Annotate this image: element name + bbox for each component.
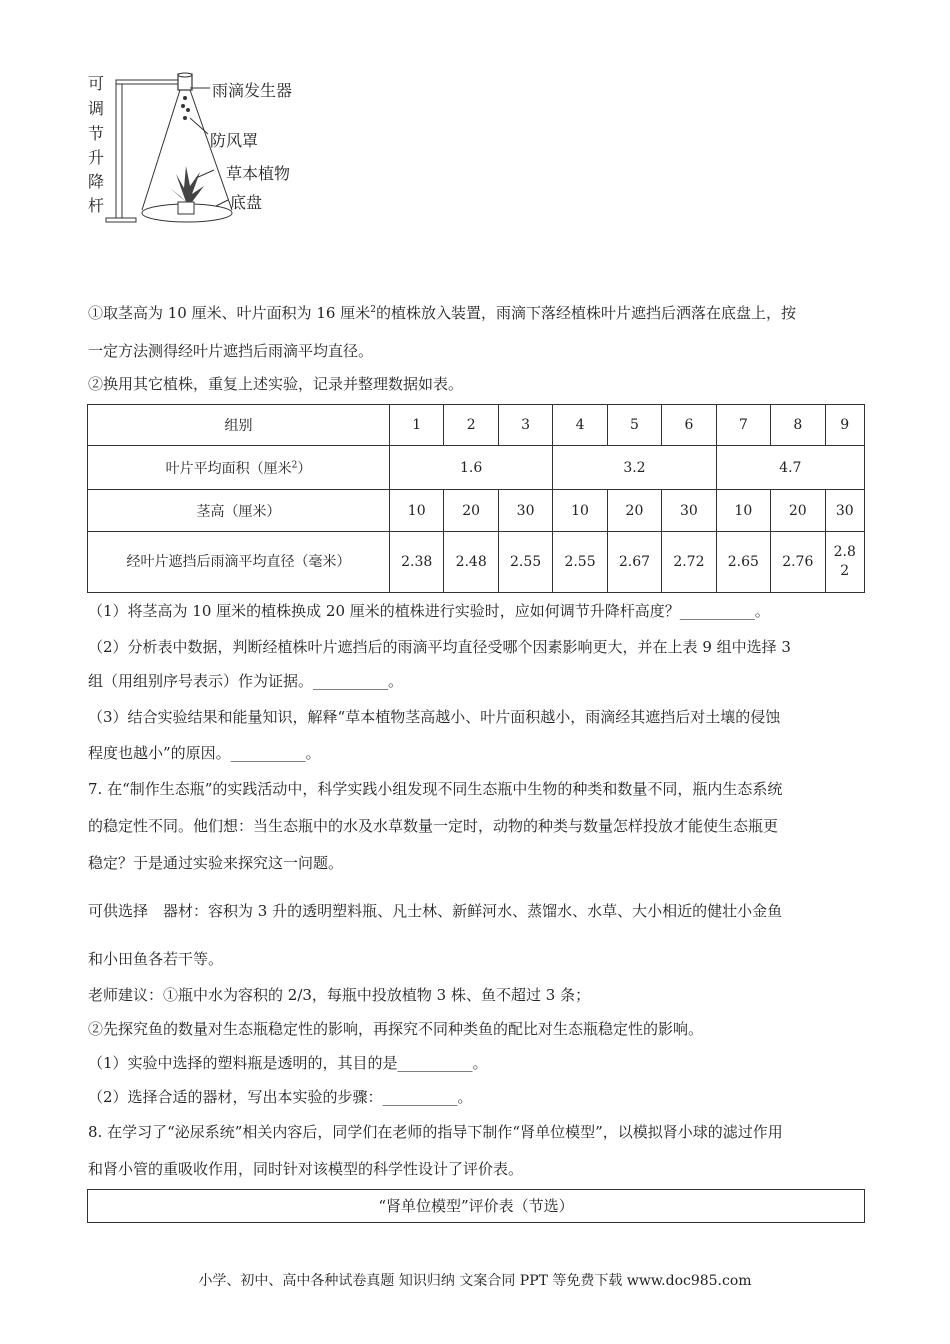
diameter-cell xyxy=(825,532,865,593)
table-row xyxy=(88,446,865,490)
pole-label-char: 降 xyxy=(88,172,105,191)
wind-shield-label: 防风罩 xyxy=(210,131,259,150)
group-cell: 1 xyxy=(390,405,444,446)
area-cell: 4.7 xyxy=(716,446,864,490)
height-cell: 30 xyxy=(825,490,865,532)
q7-sub2: （2）选择合适的器材，写出本实验的步骤：__________。 xyxy=(88,1088,473,1106)
q7-advice1: 老师建议：①瓶中水为容积的 2/3，每瓶中投放植物 3 株、鱼不超过 3 条； xyxy=(88,986,591,1004)
q7-advice2: ②先探究鱼的数量对生态瓶稳定性的影响，再探究不同种类鱼的配比对生态瓶稳定性的影响。 xyxy=(88,1020,704,1038)
cell-text: 2 xyxy=(840,563,850,579)
group-cell: 2 xyxy=(444,405,498,446)
area-cell: 1.6 xyxy=(390,446,553,490)
q8-line1: 8. 在学习了“泌尿系统”相关内容后，同学们在老师的指导下制作“肾单位模型”，以模拟肾小球的滤过作用 xyxy=(88,1123,783,1141)
cell-text: 2.8 xyxy=(833,544,856,560)
diameter-cell: 2.76 xyxy=(771,532,825,593)
q6-sub3-line1: （3）结合实验结果和能量知识，解释“草本植物茎高越小、叶片面积越小，雨滴经其遮挡后对土壤的侵蚀 xyxy=(88,708,781,726)
evaluation-table-title: “肾单位模型”评价表（节选） xyxy=(87,1189,865,1223)
diameter-cell: 2.72 xyxy=(662,532,716,593)
procedure-text: ①取茎高为 10 厘米、叶片面积为 16 厘米 xyxy=(88,304,371,322)
q7-line1: 7. 在“制作生态瓶”的实践活动中，科学实践小组发现不同生态瓶中生物的种类和数量不同，瓶内生态系统 xyxy=(88,780,783,798)
q6-sub1: （1）将茎高为 10 厘米的植株换成 20 厘米的植株进行实验时，应如何调节升降杆高度？__________。 xyxy=(88,602,770,620)
q7-line2: 的稳定性不同。他们想：当生态瓶中的水及水草数量一定时，动物的种类与数量怎样投放才能使生态瓶更 xyxy=(88,817,779,835)
tray-label: 底盘 xyxy=(230,193,263,212)
group-cell: 4 xyxy=(553,405,607,446)
pole-label-char: 升 xyxy=(88,148,105,167)
cell-text: ） xyxy=(297,460,312,477)
group-cell: 3 xyxy=(498,405,552,446)
q7-materials-line2: 和小田鱼各若干等。 xyxy=(88,950,224,968)
diameter-cell: 2.65 xyxy=(716,532,770,593)
pole-label-char: 节 xyxy=(88,124,105,143)
q6-sub2-line1: （2）分析表中数据，判断经植株叶片遮挡后的雨滴平均直径受哪个因素影响更大，并在上表 9 组中选择 3 xyxy=(88,638,791,656)
diameter-cell: 2.38 xyxy=(390,532,444,593)
superscript: 2 xyxy=(291,459,298,470)
procedure-step1-line2: 一定方法测得经叶片遮挡后雨滴平均直径。 xyxy=(88,342,374,360)
procedure-step1-line1 xyxy=(88,302,796,323)
pole-label-char: 可 xyxy=(88,74,105,93)
diameter-cell: 2.55 xyxy=(553,532,607,593)
group-cell: 8 xyxy=(771,405,825,446)
page-footer: 小学、初中、高中各种试卷真题 知识归纳 文案合同 PPT 等免费下载 www.doc985.com xyxy=(198,1273,752,1289)
pole-label-char: 杆 xyxy=(88,196,105,215)
table-row xyxy=(88,405,865,446)
diameter-cell: 2.67 xyxy=(607,532,661,593)
group-cell: 7 xyxy=(716,405,770,446)
q7-sub1: （1）实验中选择的塑料瓶是透明的，其目的是__________。 xyxy=(88,1054,488,1072)
height-cell: 20 xyxy=(771,490,825,532)
superscript: 2 xyxy=(370,305,376,315)
table-header-cell: 组别 xyxy=(88,405,390,446)
group-cell: 6 xyxy=(662,405,716,446)
area-label-cell xyxy=(88,446,390,490)
rain-generator-label: 雨滴发生器 xyxy=(212,81,293,100)
height-cell: 30 xyxy=(498,490,552,532)
procedure-step2: ②换用其它植株，重复上述实验，记录并整理数据如表。 xyxy=(88,375,464,393)
group-cell: 9 xyxy=(825,405,865,446)
data-table xyxy=(87,404,865,593)
q8-line2: 和肾小管的重吸收作用，同时针对该模型的科学性设计了评价表。 xyxy=(88,1160,524,1178)
q7-materials-line1: 可供选择 器材：容积为 3 升的透明塑料瓶、凡士林、新鲜河水、蒸馏水、水草、大小相近的健壮小金鱼 xyxy=(88,902,783,920)
height-cell: 20 xyxy=(444,490,498,532)
area-cell: 3.2 xyxy=(553,446,716,490)
q7-line3: 稳定？于是通过实验来探究这一问题。 xyxy=(88,854,344,872)
pole-label-char: 调 xyxy=(88,99,105,118)
group-cell: 5 xyxy=(607,405,661,446)
height-cell: 10 xyxy=(553,490,607,532)
height-cell: 10 xyxy=(716,490,770,532)
diameter-label-cell: 经叶片遮挡后雨滴平均直径（毫米） xyxy=(88,532,390,593)
height-cell: 30 xyxy=(662,490,716,532)
height-cell: 10 xyxy=(390,490,444,532)
diameter-cell: 2.48 xyxy=(444,532,498,593)
table-row xyxy=(88,490,865,532)
procedure-text: 的植株放入装置，雨滴下落经植株叶片遮挡后洒落在底盘上，按 xyxy=(375,304,796,322)
height-label-cell: 茎高（厘米） xyxy=(88,490,390,532)
plant-label: 草本植物 xyxy=(226,164,291,183)
height-cell: 20 xyxy=(607,490,661,532)
cell-text: 叶片平均面积（厘米 xyxy=(165,460,292,477)
q6-sub2-line2: 组（用组别序号表示）作为证据。__________。 xyxy=(88,672,404,690)
table-row xyxy=(88,532,865,593)
diameter-cell: 2.55 xyxy=(498,532,552,593)
q6-sub3-line2: 程度也越小”的原因。__________。 xyxy=(88,744,321,762)
